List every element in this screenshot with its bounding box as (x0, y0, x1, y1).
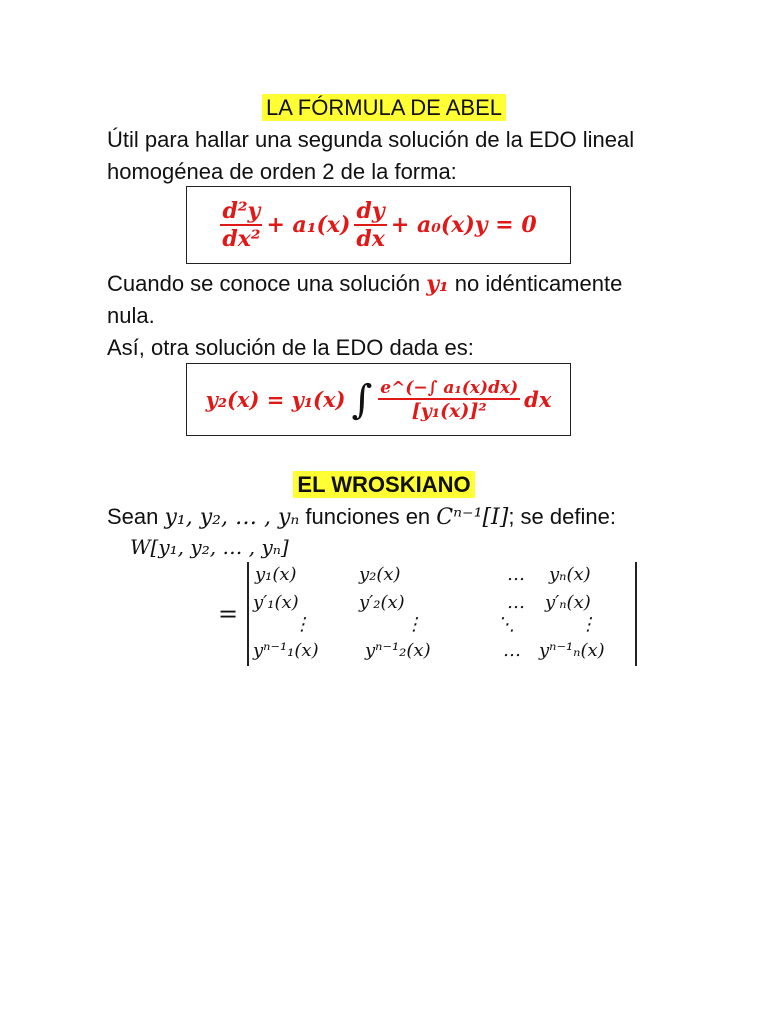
frac-num-dy: dy (354, 198, 387, 226)
heading-abel-text: LA FÓRMULA DE ABEL (262, 94, 506, 121)
matrix-cell-r2c2: y′₂(x) (359, 592, 405, 613)
equation-box-2 (186, 363, 571, 436)
sean-text: Sean (107, 504, 165, 529)
frac-num-d2y: d²y (220, 198, 262, 226)
function-space: Cⁿ⁻¹[I] (436, 505, 509, 530)
frac-den-dx: dx (356, 226, 385, 252)
known-solution-line (107, 271, 622, 297)
known-line-2: nula. (107, 303, 155, 328)
frac-dy-dx (354, 198, 387, 252)
matrix-cell-r4c2: yⁿ⁻¹₂(x) (365, 640, 431, 661)
frac-abel (378, 378, 520, 422)
equation-box-1 (186, 186, 571, 264)
known-before: Cuando se conoce una solución (107, 271, 427, 296)
matrix-cell-r2c1: y′₁(x) (253, 592, 299, 613)
funciones-text: funciones en (299, 504, 437, 529)
known-after: no idénticamente (448, 271, 623, 296)
matrix-cell-r1c1: y₁(x) (255, 564, 297, 585)
wronskian-symbol: W[y₁, y₂, … , yₙ] (130, 535, 289, 559)
matrix-cell-r3c2: ⋮ (405, 614, 423, 635)
functions-list: y₁, y₂, … , yₙ (164, 505, 300, 530)
eq2-lhs: y₂(x) = y₁(x) (205, 387, 346, 412)
frac-den-dx2: dx² (222, 226, 261, 252)
matrix-cell-r2c4: y′ₙ(x) (545, 592, 591, 613)
matrix-cell-r3c4: ⋮ (579, 614, 597, 635)
matrix-cell-r2c3: … (507, 592, 525, 613)
matrix-cell-r3c1: ⋮ (293, 614, 311, 635)
term-a1: + a₁(x) (266, 212, 351, 238)
matrix-cell-r4c1: yⁿ⁻¹₁(x) (253, 640, 319, 661)
heading-wronskiano (0, 472, 768, 498)
heading-wronskiano-text: EL WROSKIANO (293, 471, 474, 498)
equation-2 (187, 364, 570, 435)
matrix-cell-r1c4: yₙ(x) (549, 564, 591, 585)
heading-abel (0, 95, 768, 121)
matrix-cell-r1c2: y₂(x) (359, 564, 401, 585)
term-a0: + a₀(x)y = 0 (390, 212, 537, 238)
frac-d2y-dx2 (220, 198, 262, 252)
intro-line-2: homogénea de orden 2 de la forma: (107, 159, 457, 184)
abel-denominator: [y₁(x)]² (411, 399, 487, 422)
integral-sign: ∫ (351, 376, 373, 423)
abel-numerator: e^(−∫ a₁(x)dx) (380, 377, 519, 398)
se-define-text: ; se define: (508, 504, 616, 529)
wronskian-intro (107, 504, 616, 530)
eq2-dx: dx (524, 387, 552, 412)
intro-line-1: Útil para hallar una segunda solución de la EDO lineal (107, 127, 635, 152)
known-y1: y₁ (426, 271, 449, 297)
other-solution-line: Así, otra solución de la EDO dada es: (107, 335, 474, 360)
equation-1 (187, 187, 570, 263)
matrix-cell-r1c3: … (507, 564, 525, 585)
matrix-cell-r4c4: yⁿ⁻¹ₙ(x) (539, 640, 605, 661)
equals-sign: = (218, 600, 239, 628)
matrix-cell-r3c3: ⋱ (497, 614, 515, 635)
matrix-cell-r4c3: … (503, 640, 521, 661)
wronskian-determinant (247, 562, 637, 666)
